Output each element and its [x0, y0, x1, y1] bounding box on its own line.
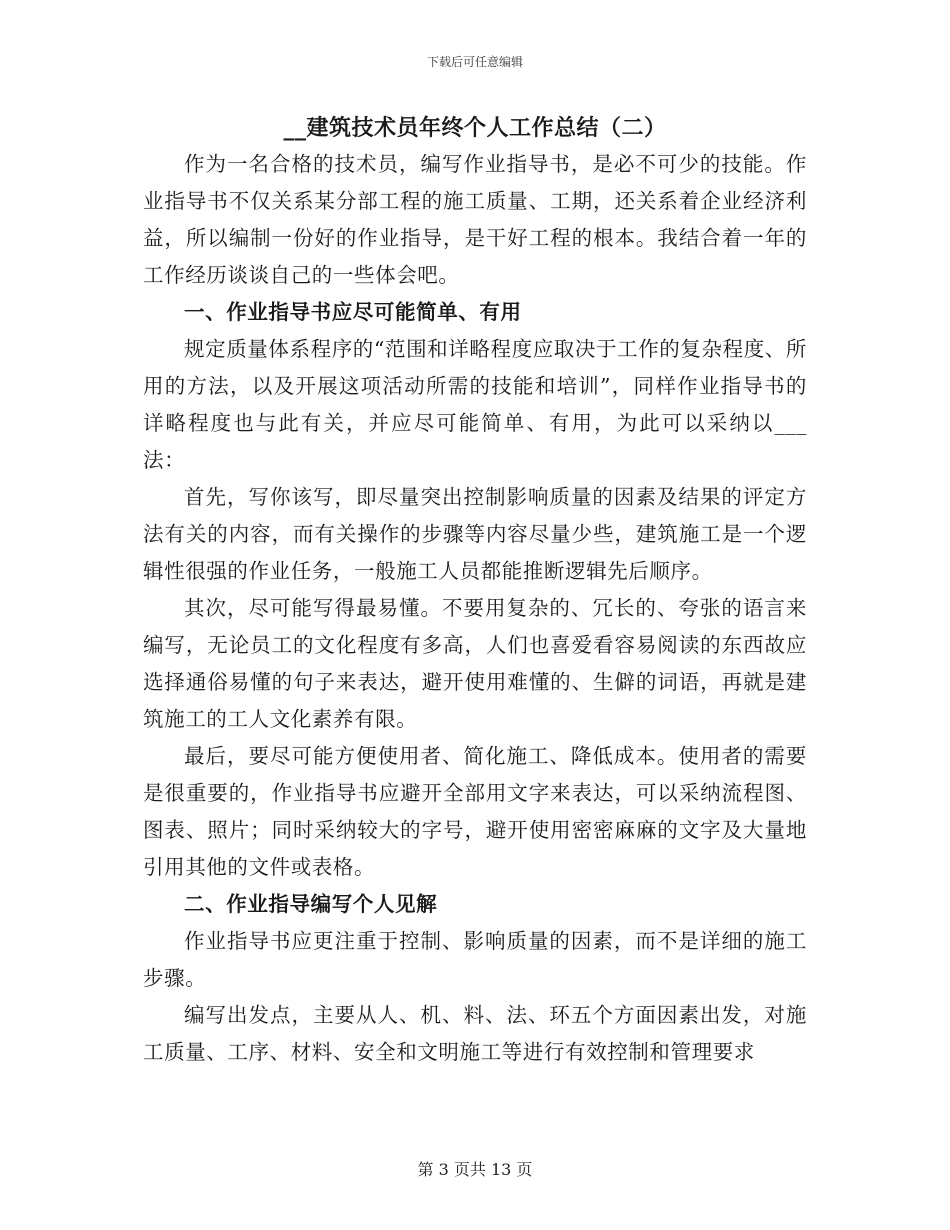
paragraph-starting-point: 编写出发点，主要从人、机、料、法、环五个方面因素出发，对施工质量、工序、材料、安全和文明施工等进行有效控制和管理要求: [143, 1003, 807, 1064]
paragraph-last: 最后，要尽可能方便使用者、简化施工、降低成本。使用者的需要是很重要的，作业指导书应避开全部用文字来表达，可以采纳流程图、图表、照片；同时采纳较大的字号，避开使用密密麻麻的文字及大量地引用其他的文件或表格。: [143, 744, 807, 879]
header-note: 下载后可任意编辑: [426, 55, 523, 69]
page-number: 第 3 页共 13 页: [417, 1160, 533, 1179]
document-title: __建筑技术员年终个人工作总结（二）: [283, 115, 667, 141]
section-heading-2: 二、作业指导编写个人见解: [184, 892, 438, 916]
paragraph-second: 其次，尽可能写得最易懂。不要用复杂的、冗长的、夸张的语言来编写，无论员工的文化程度有多高，人们也喜爱看容易阅读的东西故应选择通俗易懂的句子来表达，避开使用难懂的、生僻的词语，再就是建筑施工的工人文化素养有限。: [143, 596, 807, 731]
paragraph-focus: 作业指导书应更注重于控制、影响质量的因素，而不是详细的施工步骤。: [143, 929, 807, 990]
paragraph-first: 首先，写你该写，即尽量突出控制影响质量的因素及结果的评定方法有关的内容，而有关操作的步骤等内容尽量少些，建筑施工是一个逻辑性很强的作业任务，一般施工人员都能推断逻辑先后顺序。: [143, 485, 807, 583]
document-body: [143, 110, 807, 1071]
section-heading-1: 一、作业指导书应尽可能简单、有用: [184, 300, 522, 324]
paragraph-scope: 规定质量体系程序的“范围和详略程度应取决于工作的复杂程度、所用的方法，以及开展这项活动所需的技能和培训”，同样作业指导书的详略程度也与此有关，并应尽可能简单、有用，为此可以采纳以___法：: [143, 337, 807, 472]
paragraph-intro: 作为一名合格的技术员，编写作业指导书，是必不可少的技能。作业指导书不仅关系某分部工程的施工质量、工期，还关系着企业经济利益，所以编制一份好的作业指导，是干好工程的根本。我结合着一年的工作经历谈谈自己的一些体会吧。: [143, 152, 807, 287]
